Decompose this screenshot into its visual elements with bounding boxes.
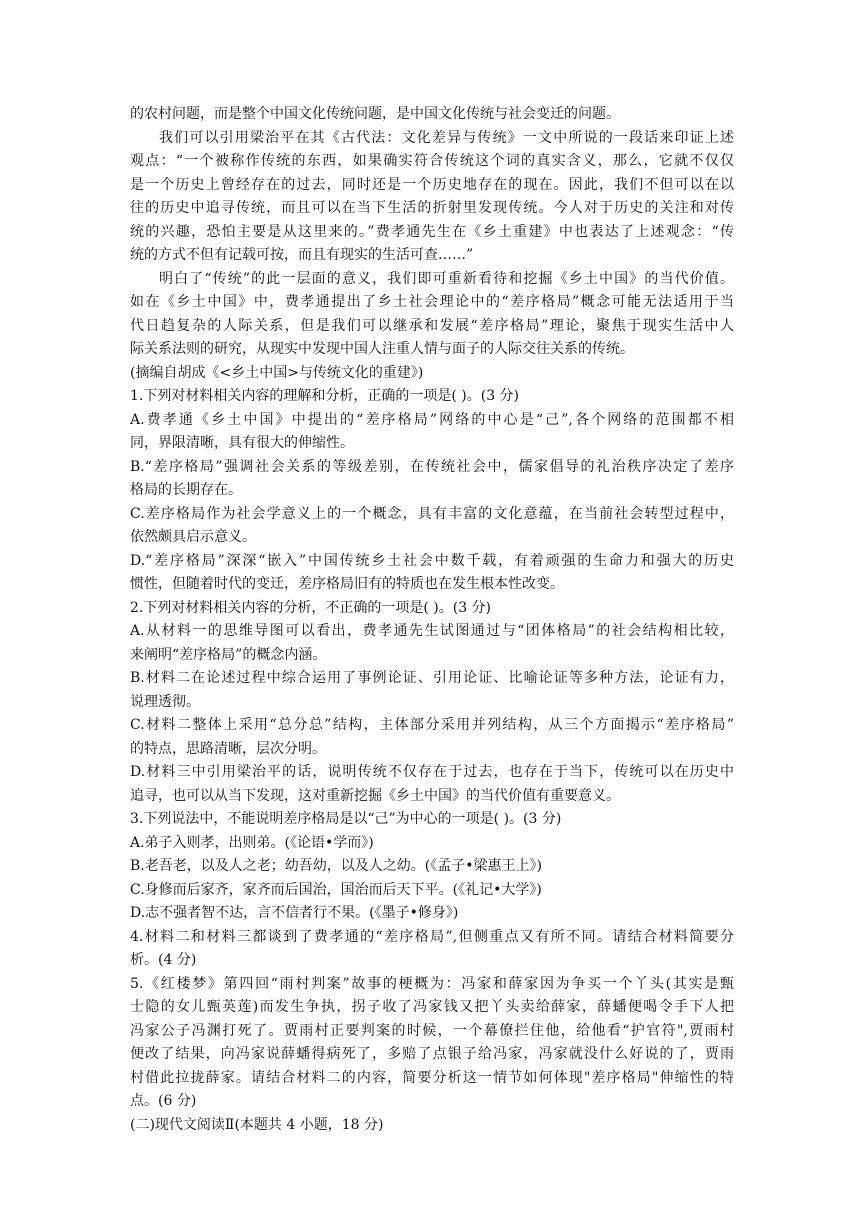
text-line: 1.下列对材料相关内容的理解和分析，正确的一项是( )。(3 分): [130, 388, 520, 404]
text-line: 的特点，思路清晰，层次分明。: [130, 740, 326, 757]
text-line: 往的历史中追寻传统，而且可以在当下生活的折射里发现传统。今人对于历史的关注和对传: [130, 200, 734, 216]
text-line: D.志不强者智不达，言不信者行不果。(《墨子•修身》): [130, 905, 459, 921]
text-line: 来阐明“差序格局”的概念内涵。: [130, 646, 327, 663]
text-line: 士隐的女儿甄英莲)而发生争执，拐子收了冯家钱又把丫头卖给薛家，薛蟠便喝令手下人把: [130, 999, 734, 1015]
text-line: B.材料二在论述过程中综合运用了事例论证、引用论证、比喻论证等多种方法，论证有力，: [130, 670, 734, 686]
text-line: 点。(6 分): [130, 1093, 197, 1109]
text-line: B.“差序格局”强调社会关系的等级差别，在传统社会中，儒家倡导的礼治秩序决定了差序: [130, 458, 734, 475]
text-line: D.“差序格局”深深“嵌入”中国传统乡土社会中数千载，有着顽强的生命力和强大的历史: [130, 552, 734, 569]
text-line: 惯性，但随着时代的变迁，差序格局旧有的特质也在发生根本性改变。: [130, 576, 564, 592]
text-line: 2.下列对材料相关内容的分析，不正确的一项是( )。(3 分): [130, 599, 492, 616]
text-line: 际关系法则的研究，从现实中发现中国人注重人情与面子的人际交往关系的传统。: [130, 341, 634, 357]
text-line: 便改了结果，向冯家说薛蟠得病死了，多赔了点银子给冯家，冯家就没什么好说的了，贾雨: [130, 1046, 734, 1062]
text-line: 依然颇具启示意义。: [130, 529, 256, 545]
text-line: A.弟子入则孝，出则弟。(《论语•学而》): [130, 834, 374, 851]
document-page: [130, 103, 734, 1137]
text-line: 4.材料二和材料三都谈到了费孝通的“差序格局”,但侧重点又有所不同。请结合材料简要分: [130, 928, 734, 945]
text-line: C.身修而后家齐，家齐而后国治，国治而后天下平。(《礼记•大学》): [130, 881, 542, 898]
text-line: 析。(4 分): [130, 952, 197, 968]
text-line: 观点：“一个被称作传统的东西，如果确实符合传统这个词的真实含义，那么，它就不仅仅: [130, 153, 734, 169]
text-line: 如在《乡土中国》中，费孝通提出了乡土社会理论中的“差序格局”概念可能无法适用于当: [130, 294, 734, 310]
text-line: 的农村问题，而是整个中国文化传统问题，是中国文化传统与社会变迁的问题。: [130, 106, 620, 122]
text-line: 5.《红楼梦》第四回“雨村判案”故事的梗概为：冯家和薛家因为争买一个丫头(其实是甄: [130, 975, 734, 992]
text-line: 明白了“传统”的此一层面的意义，我们即可重新看待和挖掘《乡土中国》的当代价值。: [159, 270, 734, 287]
text-line: 是一个历史上曾经存在的过去，同时还是一个历史地存在的现在。因此，我们不但可以在以: [130, 176, 734, 193]
text-line: D.材料三中引用梁治平的话，说明传统不仅存在于过去，也存在于当下，传统可以在历史中: [130, 764, 734, 780]
text-line: 说理透彻。: [130, 693, 200, 710]
text-line: 我们可以引用梁治平在其《古代法：文化差异与传统》一文中所说的一段话来印证上述: [159, 129, 734, 146]
text-line: B.老吾老，以及人之老；幼吾幼，以及人之幼。(《孟子•梁惠王上》): [130, 858, 542, 874]
text-line: 追寻，也可以从当下发现，这对重新挖掘《乡土中国》的当代价值有重要意义。: [130, 787, 620, 804]
text-line: (摘编自胡成《<乡土中国>与传统文化的重建》): [130, 364, 424, 381]
text-line: C.材料二整体上采用“总分总”结构，主体部分采用并列结构，从三个方面揭示“差序格局”: [130, 717, 734, 733]
text-line: 村借此拉拢薛家。请结合材料二的内容，简要分析这一情节如何体现"差序格局"伸缩性的特: [130, 1069, 734, 1086]
text-line: (二)现代文阅读Ⅱ(本题共 4 小题，18 分): [130, 1116, 384, 1133]
text-line: 代日趋复杂的人际关系，但是我们可以继承和发展“差序格局”理论，聚焦于现实生活中人: [130, 317, 734, 334]
text-line: A.费孝通《乡土中国》中提出的“差序格局”网络的中心是“己”,各个网络的范围都不相: [130, 411, 734, 428]
text-line: A.从材料一的思维导图可以看出，费孝通先生试图通过与“团体格局”的社会结构相比较，: [130, 623, 734, 639]
text-line: 统的兴趣，恐怕主要是从这里来的。”费孝通先生在《乡土重建》中也表达了上述观念：“传: [130, 223, 734, 240]
text-line: 3.下列说法中，不能说明差序格局是以“己”为中心的一项是( )。(3 分): [130, 811, 562, 827]
text-line: 同，界限清晰，具有很大的伸缩性。: [130, 435, 354, 451]
text-line: 冯家公子冯渊打死了。贾雨村正要判案的时候，一个幕僚拦住他，给他看“护官符",贾雨村: [130, 1022, 734, 1039]
text-line: 统的方式不但有记载可按，而且有现实的生活可查……”: [130, 247, 474, 263]
text-line: 格局的长期存在。: [130, 482, 242, 498]
text-line: C.差序格局作为社会学意义上的一个概念，具有丰富的文化意蕴，在当前社会转型过程中，: [130, 505, 734, 522]
